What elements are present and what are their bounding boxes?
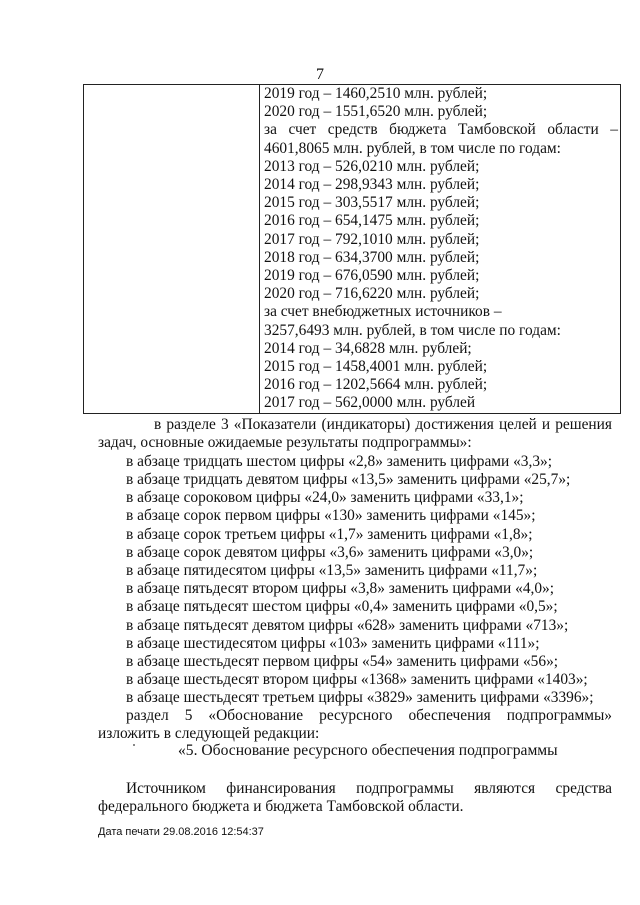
funding-table [83, 84, 621, 414]
list-item: в абзаце шестидесятом цифры «103» заменить цифрами «111»; [126, 635, 540, 652]
list-item: в абзаце сорок первом цифры «130» заменить цифрами «145»; [126, 507, 536, 524]
table-line: 2019 год – 676,0590 млн. рублей; [264, 267, 480, 285]
table-line: 2015 год – 303,5517 млн. рублей; [264, 194, 480, 212]
list-item: в абзаце сороковом цифры «24,0» заменить цифрами «33,1»; [126, 489, 524, 506]
table-line: 2016 год – 1202,5664 млн. рублей; [264, 376, 488, 394]
list-item: в абзаце сорок девятом цифры «3,6» заменить цифрами «3,0»; [126, 544, 534, 561]
list-item: в абзаце тридцать шестом цифры «2,8» заменить цифрами «3,3»; [126, 453, 553, 470]
table-line: 2015 год – 1458,4001 млн. рублей; [264, 358, 488, 376]
list-item: в абзаце шестьдесят третьем цифры «3829» заменить цифрами «3396»; [126, 689, 594, 706]
list-item: в абзаце пятьдесят шестом цифры «0,4» заменить цифрами «0,5»; [126, 598, 558, 615]
section3-paragraph-line2: задач, основные ожидаемые результаты подпрограммы»: [98, 434, 472, 451]
table-line: 2014 год – 298,9343 млн. рублей; [264, 176, 480, 194]
print-date-footer: Дата печати 29.08.2016 12:54:37 [98, 826, 264, 838]
list-item: в абзаце шестьдесят первом цифры «54» заменить цифрами «56»; [126, 653, 559, 670]
list-item: в абзаце пятьдесят втором цифры «3,8» заменить цифрами «4,0»; [126, 580, 555, 597]
table-line: 2014 год – 34,6828 млн. рублей; [264, 339, 472, 357]
table-line: за счет средств бюджета Тамбовской области – [264, 121, 618, 139]
section5-heading: «5. Обоснование ресурсного обеспечения подпрограммы [178, 742, 558, 759]
table-line: 2018 год – 634,3700 млн. рублей; [264, 248, 480, 266]
table-line: 2017 год – 792,1010 млн. рублей; [264, 230, 480, 248]
table-line: 2020 год – 1551,6520 млн. рублей; [264, 103, 488, 121]
table-row [84, 85, 621, 414]
section5-paragraph-line2: изложить в следующей редакции: [98, 725, 320, 742]
table-line: 4601,8065 млн. рублей, в том числе по годам: [264, 139, 561, 157]
table-line: 2020 год – 716,6220 млн. рублей; [264, 285, 480, 303]
list-item: в абзаце сорок третьем цифры «1,7» заменить цифрами «1,8»; [126, 526, 533, 543]
funding-paragraph-line2: федерального бюджета и бюджета Тамбовской области. [98, 798, 464, 815]
funding-paragraph-line1: Источником финансирования подпрограммы являются средства [126, 780, 612, 797]
table-line: 2016 год – 654,1475 млн. рублей; [264, 212, 480, 230]
page-number: 7 [316, 66, 324, 83]
list-item: в абзаце пятидесятом цифры «13,5» заменить цифрами «11,7»; [126, 562, 538, 579]
table-line: за счет внебюджетных источников – [264, 303, 502, 321]
table-line: 2017 год – 562,0000 млн. рублей [264, 394, 476, 412]
section3-paragraph-line1: в разделе 3 «Показатели (индикаторы) достижения целей и решения [154, 416, 612, 433]
list-item: в абзаце шестьдесят втором цифры «1368» заменить цифрами «1403»; [126, 671, 588, 688]
scan-speck [133, 744, 135, 746]
list-item: в абзаце тридцать девятом цифры «13,5» заменить цифрами «25,7»; [126, 471, 571, 488]
table-line: 2019 год – 1460,2510 млн. рублей; [264, 85, 488, 102]
table-left-cell [84, 85, 260, 414]
table-right-cell [260, 85, 621, 414]
list-item: в абзаце пятьдесят девятом цифры «628» заменить цифрами «713»; [126, 617, 569, 634]
table-line: 3257,6493 млн. рублей, в том числе по годам: [264, 321, 561, 339]
section5-paragraph-line1: раздел 5 «Обоснование ресурсного обеспечения подпрограммы» [126, 707, 612, 724]
table-line: 2013 год – 526,0210 млн. рублей; [264, 157, 480, 175]
